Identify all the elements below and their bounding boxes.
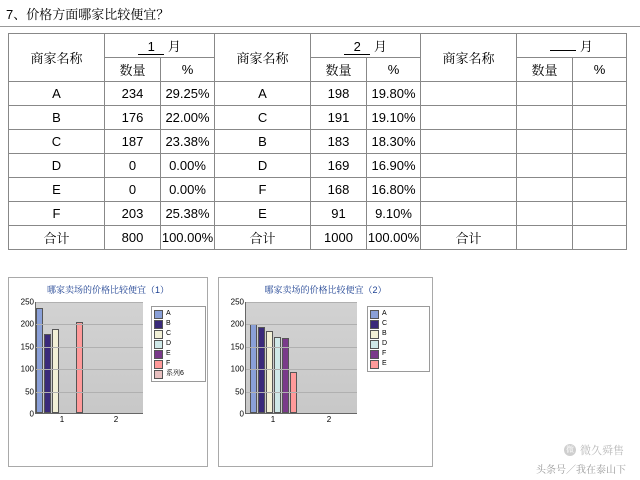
- chart-2-legend: [367, 306, 430, 372]
- legend-item: [370, 319, 426, 329]
- header-merchant-1: 商家名称: [9, 34, 105, 82]
- cell-pct: 25.38%: [161, 202, 215, 226]
- legend-label: A: [166, 310, 171, 317]
- cell-pct: 0.00%: [161, 178, 215, 202]
- legend-swatch-icon: [154, 340, 163, 349]
- cell-name: E: [9, 178, 105, 202]
- month-unit-2: 月: [373, 39, 387, 54]
- header-merchant-2: 商家名称: [215, 34, 311, 82]
- y-tick-label: 200: [230, 319, 244, 329]
- cell-name: [421, 202, 517, 226]
- header-merchant-3: 商家名称: [421, 34, 517, 82]
- chart-2: [218, 277, 433, 467]
- table-row: [9, 106, 627, 130]
- bar-group: [246, 302, 302, 413]
- cell-name: [421, 82, 517, 106]
- cell-name: C: [215, 106, 311, 130]
- table-total-row: [9, 226, 627, 250]
- legend-item: [154, 329, 202, 339]
- cell-name: F: [9, 202, 105, 226]
- x-tick-label: 1: [270, 415, 276, 424]
- header-month-2: [311, 34, 421, 58]
- legend-label: F: [382, 350, 387, 357]
- cell-pct: [573, 202, 627, 226]
- chart-1-plot: [35, 302, 143, 414]
- legend-swatch-icon: [154, 310, 163, 319]
- legend-label: A: [382, 310, 387, 317]
- y-tick-label: 0: [239, 409, 244, 419]
- total-label-3: 合计: [421, 226, 517, 250]
- header-pct-3: %: [573, 58, 627, 82]
- legend-swatch-icon: [154, 370, 163, 379]
- total-qty-1: 800: [105, 226, 161, 250]
- legend-item: [154, 339, 202, 349]
- legend-label: C: [166, 330, 172, 337]
- chart-2-x-labels: [245, 415, 357, 429]
- header-qty-3: 数量: [517, 58, 573, 82]
- table-header-row-1: [9, 34, 627, 58]
- legend-item: [370, 359, 426, 369]
- cell-qty: 203: [105, 202, 161, 226]
- gridline: [36, 324, 143, 325]
- legend-item: [154, 369, 202, 379]
- chart-2-y-axis: [221, 297, 245, 419]
- credit-text: 头条号／我在泰山下: [536, 465, 626, 476]
- cell-qty: [517, 202, 573, 226]
- month-value-2: 2: [344, 39, 370, 55]
- legend-label: 系列6: [166, 370, 184, 377]
- cell-qty: [517, 178, 573, 202]
- bar-group: [302, 302, 358, 413]
- y-tick-label: 100: [20, 364, 34, 374]
- cell-qty: 183: [311, 130, 367, 154]
- table-row: [9, 82, 627, 106]
- cell-name: D: [215, 154, 311, 178]
- bar: [258, 327, 265, 413]
- header-pct-1: %: [161, 58, 215, 82]
- y-tick-label: 50: [25, 387, 34, 397]
- cell-pct: 19.80%: [367, 82, 421, 106]
- y-tick-label: 0: [29, 409, 34, 419]
- cell-pct: 18.30%: [367, 130, 421, 154]
- month-unit-1: 月: [167, 39, 181, 54]
- cell-name: [421, 106, 517, 130]
- y-tick-label: 150: [20, 342, 34, 352]
- bar: [290, 372, 297, 413]
- y-tick-label: 200: [20, 319, 34, 329]
- cell-pct: 23.38%: [161, 130, 215, 154]
- legend-swatch-icon: [370, 360, 379, 369]
- gridline: [36, 347, 143, 348]
- legend-label: F: [166, 360, 171, 367]
- survey-table: [8, 33, 627, 250]
- gridline: [246, 347, 357, 348]
- total-pct-3: [573, 226, 627, 250]
- legend-label: C: [382, 320, 388, 327]
- legend-swatch-icon: [370, 330, 379, 339]
- legend-label: B: [166, 320, 171, 327]
- cell-name: [421, 130, 517, 154]
- bar: [274, 337, 281, 413]
- chart-1-title: 哪家卖场的价格比较便宜（1）: [46, 285, 169, 295]
- cell-name: D: [9, 154, 105, 178]
- cell-qty: [517, 106, 573, 130]
- watermark-text: 微久舜售: [580, 445, 624, 457]
- cell-pct: 22.00%: [161, 106, 215, 130]
- chart-1-plot-wrap: [9, 297, 207, 442]
- total-pct-2: 100.00%: [367, 226, 421, 250]
- total-qty-3: [517, 226, 573, 250]
- cell-pct: 16.90%: [367, 154, 421, 178]
- legend-item: [154, 309, 202, 319]
- chart-1-bars: [36, 302, 143, 413]
- cell-pct: [573, 154, 627, 178]
- table-row: [9, 178, 627, 202]
- legend-item: [370, 339, 426, 349]
- legend-label: E: [166, 350, 171, 357]
- total-qty-2: 1000: [311, 226, 367, 250]
- cell-pct: 16.80%: [367, 178, 421, 202]
- y-tick-label: 250: [230, 297, 244, 307]
- table-row: [9, 130, 627, 154]
- chart-1-legend: [151, 306, 206, 382]
- cell-name: C: [9, 130, 105, 154]
- cell-name: B: [9, 106, 105, 130]
- total-pct-1: 100.00%: [161, 226, 215, 250]
- header-pct-2: %: [367, 58, 421, 82]
- cell-pct: 29.25%: [161, 82, 215, 106]
- chart-2-plot: [245, 302, 357, 414]
- cell-pct: [573, 106, 627, 130]
- legend-label: D: [166, 340, 172, 347]
- cell-qty: 191: [311, 106, 367, 130]
- cell-qty: [517, 82, 573, 106]
- cell-qty: 0: [105, 178, 161, 202]
- chart-1-y-axis: [11, 297, 35, 419]
- legend-label: D: [382, 340, 388, 347]
- gridline: [36, 392, 143, 393]
- chart-2-bars: [246, 302, 357, 413]
- total-label-1: 合计: [9, 226, 105, 250]
- cell-pct: [573, 82, 627, 106]
- cell-name: [421, 154, 517, 178]
- cell-name: B: [215, 130, 311, 154]
- chart-2-plot-wrap: [219, 297, 432, 442]
- cell-qty: 169: [311, 154, 367, 178]
- header-month-3: [517, 34, 627, 58]
- gridline: [246, 324, 357, 325]
- gridline: [246, 392, 357, 393]
- legend-swatch-icon: [370, 340, 379, 349]
- legend-item: [370, 309, 426, 319]
- cell-name: A: [215, 82, 311, 106]
- cell-name: E: [215, 202, 311, 226]
- bar: [266, 331, 273, 413]
- gridline: [246, 302, 357, 303]
- chart-1-x-labels: [35, 415, 143, 429]
- chart-2-title: 哪家卖场的价格比较便宜（2）: [264, 285, 387, 295]
- header-qty-1: 数量: [105, 58, 161, 82]
- page-title: 7、价格方面哪家比较便宜？: [0, 0, 640, 27]
- legend-swatch-icon: [154, 320, 163, 329]
- gridline: [36, 369, 143, 370]
- cell-pct: 19.10%: [367, 106, 421, 130]
- x-tick-label: 2: [113, 415, 119, 424]
- table-row: [9, 154, 627, 178]
- legend-swatch-icon: [154, 350, 163, 359]
- bar: [52, 329, 59, 413]
- legend-swatch-icon: [154, 360, 163, 369]
- cell-qty: 91: [311, 202, 367, 226]
- x-tick-label: 1: [59, 415, 65, 424]
- gridline: [36, 302, 143, 303]
- legend-item: [154, 349, 202, 359]
- y-tick-label: 150: [230, 342, 244, 352]
- cell-qty: 234: [105, 82, 161, 106]
- y-tick-label: 100: [230, 364, 244, 374]
- month-value-1: 1: [138, 39, 164, 55]
- watermark: [564, 442, 624, 458]
- legend-swatch-icon: [370, 310, 379, 319]
- cell-name: A: [9, 82, 105, 106]
- header-month-1: [105, 34, 215, 58]
- charts-area: [8, 277, 626, 467]
- legend-item: [154, 359, 202, 369]
- legend-swatch-icon: [370, 320, 379, 329]
- y-tick-label: 50: [235, 387, 244, 397]
- gridline: [246, 369, 357, 370]
- cell-qty: [517, 130, 573, 154]
- header-qty-2: 数量: [311, 58, 367, 82]
- cell-qty: 187: [105, 130, 161, 154]
- cell-qty: 176: [105, 106, 161, 130]
- x-tick-label: 2: [326, 415, 332, 424]
- watermark-badge-icon: 微: [566, 445, 574, 454]
- cell-qty: 198: [311, 82, 367, 106]
- y-tick-label: 250: [20, 297, 34, 307]
- cell-pct: 0.00%: [161, 154, 215, 178]
- legend-label: E: [382, 360, 387, 367]
- bar-group: [91, 302, 146, 413]
- legend-swatch-icon: [370, 350, 379, 359]
- bar: [76, 322, 83, 413]
- legend-item: [370, 329, 426, 339]
- month-value-3: [550, 50, 576, 51]
- bar: [282, 338, 289, 413]
- total-label-2: 合计: [215, 226, 311, 250]
- cell-qty: [517, 154, 573, 178]
- legend-item: [154, 319, 202, 329]
- month-unit-3: 月: [579, 39, 593, 54]
- cell-pct: [573, 178, 627, 202]
- cell-qty: 168: [311, 178, 367, 202]
- cell-name: [421, 178, 517, 202]
- chart-1: [8, 277, 208, 467]
- legend-item: [370, 349, 426, 359]
- cell-name: F: [215, 178, 311, 202]
- cell-qty: 0: [105, 154, 161, 178]
- legend-swatch-icon: [154, 330, 163, 339]
- cell-pct: [573, 130, 627, 154]
- cell-pct: 9.10%: [367, 202, 421, 226]
- bar-group: [36, 302, 91, 413]
- legend-label: B: [382, 330, 387, 337]
- table-row: [9, 202, 627, 226]
